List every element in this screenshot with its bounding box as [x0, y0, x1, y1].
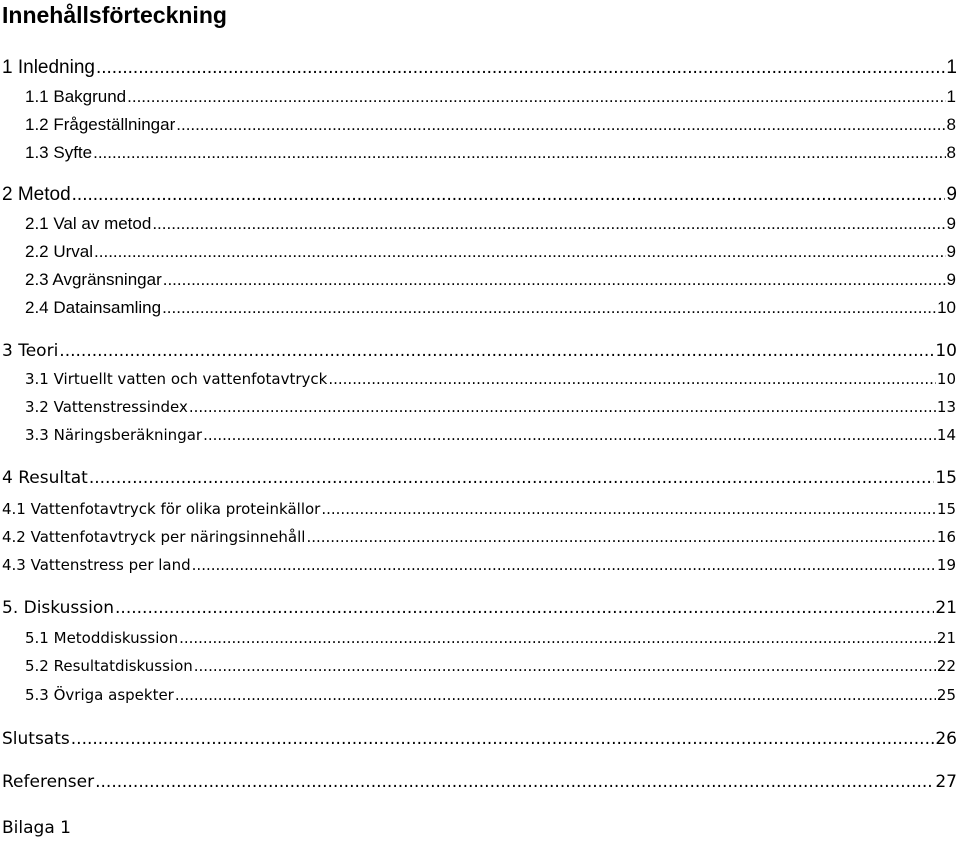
appendix-label: Bilaga 1 [2, 818, 71, 838]
dot-leader [152, 215, 945, 232]
toc-section-3-3[interactable] [25, 428, 956, 443]
toc-section-4-2[interactable] [2, 530, 956, 545]
dot-leader [189, 400, 936, 415]
toc-entry-label: 3.1 Virtuellt vatten och vattenfotavtryck [25, 370, 328, 388]
toc-entry-page: 15 [936, 500, 956, 518]
toc-entry-page: 9 [946, 214, 956, 233]
toc-section-4-3[interactable] [2, 558, 956, 573]
toc-entry-label: 1 Inledning [2, 57, 95, 78]
toc-entry-page: 26 [935, 729, 957, 749]
toc-entry-label: 3.3 Näringsberäkningar [25, 426, 203, 444]
dot-leader [59, 343, 934, 360]
toc-entry-page: 8 [946, 115, 956, 134]
dot-leader [321, 502, 936, 517]
toc-section-5-1[interactable] [25, 631, 956, 646]
toc-chapter-1[interactable] [2, 58, 957, 77]
toc-entry-label: 5.1 Metoddiskussion [25, 629, 179, 647]
dot-leader [89, 470, 935, 487]
toc-entry-label: Slutsats [2, 729, 70, 749]
toc-entry-label: 3.2 Vattenstressindex [25, 398, 188, 416]
toc-section-2-1[interactable] [25, 215, 956, 232]
dot-leader [94, 243, 946, 260]
toc-entry-page: 21 [936, 629, 956, 647]
toc-entry-page: 19 [936, 556, 956, 574]
dot-leader [306, 530, 935, 545]
dot-leader [96, 58, 945, 77]
toc-entry-label: 5.3 Övriga aspekter [25, 686, 174, 704]
toc-chapter-referenser[interactable] [2, 774, 957, 791]
dot-leader [179, 631, 936, 646]
dot-leader [328, 372, 936, 387]
toc-chapter-slutsats[interactable] [2, 731, 957, 748]
toc-entry-page: 10 [937, 298, 956, 317]
toc-section-3-1[interactable] [25, 372, 956, 387]
toc-section-1-3[interactable] [25, 144, 956, 161]
dot-leader [162, 299, 936, 316]
toc-entry-label: 5. Diskussion [2, 598, 115, 618]
toc-entry-page: 27 [935, 772, 957, 792]
dot-leader [95, 774, 934, 791]
toc-entry-page: 21 [935, 598, 957, 618]
dot-leader [203, 428, 936, 443]
toc-entry-label: 2.4 Datainsamling [25, 298, 162, 317]
toc-entry-label: 4 Resultat [2, 468, 88, 488]
toc-section-1-1[interactable] [25, 88, 956, 105]
toc-entry-label: 4.3 Vattenstress per land [2, 556, 191, 574]
dot-leader [176, 116, 945, 133]
toc-entry-page: 9 [946, 184, 957, 205]
toc-entry-label: 2.1 Val av metod [25, 214, 152, 233]
toc-entry-page: 10 [935, 341, 957, 361]
toc-chapter-3[interactable] [2, 343, 957, 360]
dot-leader [127, 88, 945, 105]
dot-leader [71, 731, 935, 748]
toc-entry-page: 9 [946, 242, 956, 261]
toc-entry-label: 4.1 Vattenfotavtryck för olika proteinkällor [2, 500, 321, 518]
toc-section-3-2[interactable] [25, 400, 956, 415]
toc-section-4-1[interactable] [2, 502, 956, 517]
toc-entry-page: 25 [936, 686, 956, 704]
dot-leader [72, 185, 946, 204]
toc-section-2-4[interactable] [25, 299, 956, 316]
toc-entry-page: 22 [936, 657, 956, 675]
toc-section-5-2[interactable] [25, 659, 956, 674]
dot-leader [175, 688, 936, 703]
toc-entry-label: 1.2 Frågeställningar [25, 115, 176, 134]
toc-section-2-2[interactable] [25, 243, 956, 260]
toc-entry-label: 1.1 Bakgrund [25, 87, 127, 106]
dot-leader [93, 144, 945, 161]
toc-entry-label: 2.2 Urval [25, 242, 94, 261]
toc-entry-label: 2 Metod [2, 184, 71, 205]
toc-entry-page: 1 [946, 57, 957, 78]
toc-section-5-3[interactable] [25, 688, 956, 703]
toc-entry-page: 1 [946, 87, 956, 106]
dot-leader [115, 600, 934, 617]
toc-entry-page: 9 [946, 270, 956, 289]
page-title: Innehållsförteckning [2, 2, 227, 28]
toc-entry-label: 5.2 Resultatdiskussion [25, 657, 193, 675]
toc-chapter-5[interactable] [2, 600, 957, 617]
toc-entry-label: Referenser [2, 772, 95, 792]
toc-entry-label: 2.3 Avgränsningar [25, 270, 162, 289]
toc-chapter-4[interactable] [2, 470, 957, 487]
toc-section-2-3[interactable] [25, 271, 956, 288]
toc-entry-page: 8 [946, 143, 956, 162]
toc-chapter-2[interactable] [2, 185, 957, 204]
toc-entry-page: 15 [935, 468, 957, 488]
toc-entry-page: 14 [936, 426, 956, 444]
toc-entry-page: 10 [936, 370, 956, 388]
toc-entry-page: 16 [936, 528, 956, 546]
toc-entry-label: 1.3 Syfte [25, 143, 93, 162]
toc-entry-label: 3 Teori [2, 341, 59, 361]
dot-leader [163, 271, 946, 288]
toc-section-1-2[interactable] [25, 116, 956, 133]
dot-leader [194, 659, 936, 674]
toc-entry-page: 13 [936, 398, 956, 416]
dot-leader [192, 558, 936, 573]
toc-entry-label: 4.2 Vattenfotavtryck per näringsinnehåll [2, 528, 306, 546]
